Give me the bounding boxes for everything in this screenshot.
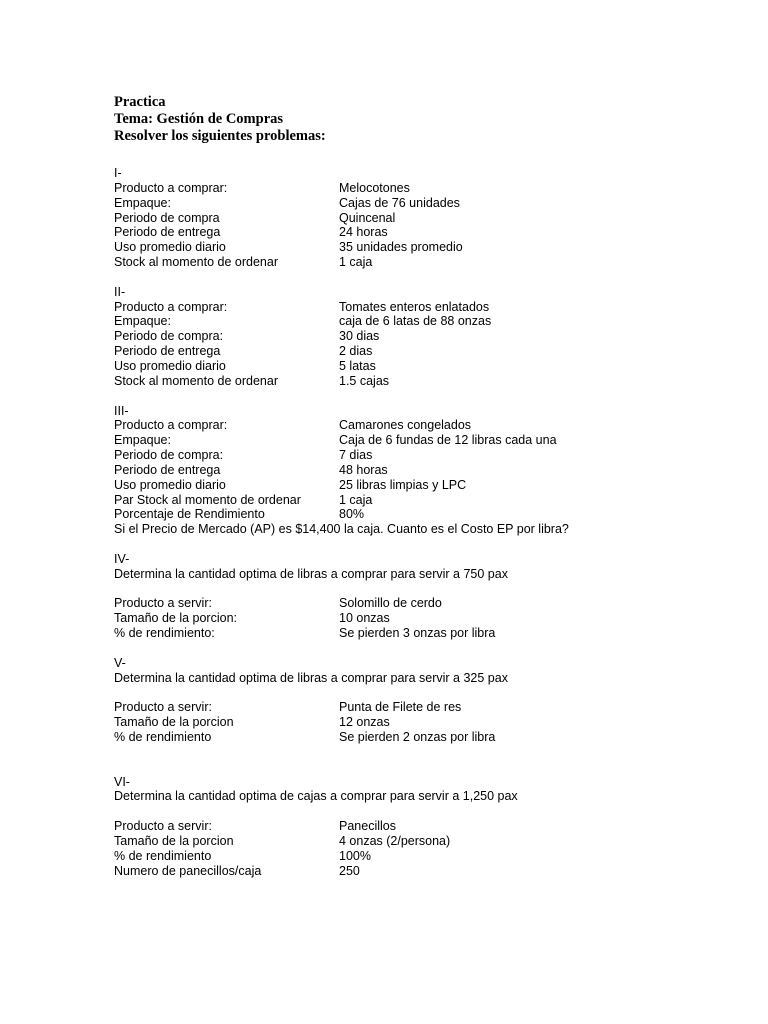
section-5-statement: Determina la cantidad optima de libras a comprar para servir a 325 pax — [114, 670, 508, 685]
section-5-heading: V- — [114, 655, 126, 670]
row-value: 48 horas — [339, 462, 388, 477]
row-label: % de rendimiento — [114, 730, 212, 745]
row-value: Panecillos — [339, 819, 396, 834]
spacer — [114, 804, 734, 819]
row-label: Stock al momento de ordenar — [114, 255, 278, 270]
section-3-row — [114, 478, 734, 493]
spacer — [114, 686, 734, 701]
section-6-heading: VI- — [114, 774, 130, 789]
row-label: Periodo de entrega — [114, 462, 221, 477]
section-1-row — [114, 225, 734, 240]
row-value: Punta de Filete de res — [339, 700, 462, 715]
section-6-row — [114, 819, 734, 834]
section-1-row — [114, 255, 734, 270]
section-2-row — [114, 329, 734, 344]
section-6-row — [114, 849, 734, 864]
section-1-heading: I- — [114, 166, 122, 180]
row-label: Uso promedio diario — [114, 358, 226, 373]
section-4-statement: Determina la cantidad optima de libras a comprar para servir a 750 pax — [114, 566, 508, 581]
row-value: 1 caja — [339, 492, 373, 507]
section-2-row — [114, 374, 734, 389]
row-value: 10 onzas — [339, 611, 390, 626]
section-2-row — [114, 314, 734, 329]
section-4-heading: IV- — [114, 551, 130, 566]
row-label: Empaque: — [114, 195, 171, 210]
section-5-row — [114, 715, 734, 730]
row-value: 24 horas — [339, 225, 388, 240]
section-3-row — [114, 418, 734, 433]
row-value: 1.5 cajas — [339, 373, 390, 388]
section-6-row — [114, 834, 734, 849]
section-2-row — [114, 344, 734, 359]
row-label: Periodo de compra — [114, 210, 220, 225]
section-3-question: Si el Precio de Mercado (AP) es $14,400 la caja. Cuanto es el Costo EP por libra? — [114, 522, 569, 537]
row-value: Melocotones — [339, 180, 410, 195]
row-value: 5 latas — [339, 358, 376, 373]
row-value: Cajas de 76 unidades — [339, 195, 460, 210]
section-4-row — [114, 626, 734, 641]
row-value: caja de 6 latas de 88 onzas — [339, 314, 492, 329]
section-4-row — [114, 596, 734, 611]
section-1-row — [114, 196, 734, 211]
section-5-row — [114, 700, 734, 715]
row-label: Empaque: — [114, 433, 171, 448]
spacer — [114, 641, 734, 656]
row-label: Producto a comprar: — [114, 180, 228, 195]
row-label: Producto a comprar: — [114, 299, 228, 314]
row-value: Quincenal — [339, 210, 396, 225]
section-2-row — [114, 300, 734, 315]
title-instructions: Resolver los siguientes problemas: — [114, 128, 326, 144]
section-1-row — [114, 240, 734, 255]
row-label: % de rendimiento: — [114, 626, 215, 641]
row-label: Tamaño de la porcion — [114, 715, 234, 730]
row-value: Camarones congelados — [339, 418, 472, 433]
spacer — [114, 537, 734, 552]
row-value: 7 dias — [339, 448, 373, 463]
row-label: Producto a servir: — [114, 819, 212, 834]
section-3-row — [114, 493, 734, 508]
spacer — [114, 270, 734, 285]
section-4-row — [114, 611, 734, 626]
row-value: 1 caja — [339, 255, 373, 270]
row-value: 2 dias — [339, 344, 373, 359]
row-value: Solomillo de cerdo — [339, 596, 442, 611]
section-3-row — [114, 448, 734, 463]
row-value: 100% — [339, 848, 371, 863]
row-label: Tamaño de la porcion — [114, 833, 234, 848]
section-6-row — [114, 864, 734, 879]
row-label: % de rendimiento — [114, 848, 212, 863]
section-2-row — [114, 359, 734, 374]
row-value: 35 unidades promedio — [339, 240, 463, 255]
row-value: 25 libras limpias y LPC — [339, 477, 467, 492]
section-3-row — [114, 433, 734, 448]
section-5-row — [114, 730, 734, 745]
row-label: Empaque: — [114, 314, 171, 329]
row-label: Tamaño de la porcion: — [114, 611, 237, 626]
row-label: Producto a servir: — [114, 596, 212, 611]
row-label: Numero de panecillos/caja — [114, 863, 262, 878]
row-label: Producto a servir: — [114, 700, 212, 715]
row-value: 4 onzas (2/persona) — [339, 833, 451, 848]
section-3-heading: III- — [114, 403, 129, 418]
row-label: Periodo de compra: — [114, 448, 224, 463]
spacer — [114, 582, 734, 597]
spacer — [114, 389, 734, 404]
row-label: Porcentaje de Rendimiento — [114, 507, 265, 522]
row-label: Producto a comprar: — [114, 418, 228, 433]
row-label: Periodo de entrega — [114, 225, 221, 240]
row-label: Periodo de entrega — [114, 344, 221, 359]
row-value: Caja de 6 fundas de 12 libras cada una — [339, 433, 557, 448]
section-1-row — [114, 181, 734, 196]
section-2-heading: II- — [114, 284, 126, 299]
row-label: Stock al momento de ordenar — [114, 373, 278, 388]
section-1-row — [114, 211, 734, 226]
row-value: Se pierden 3 onzas por libra — [339, 626, 496, 641]
row-value: 250 — [339, 863, 360, 878]
row-value: Tomates enteros enlatados — [339, 299, 490, 314]
document-header — [114, 94, 326, 145]
row-value: 80% — [339, 507, 365, 522]
title-practica: Practica — [114, 94, 166, 110]
row-label: Par Stock al momento de ordenar — [114, 492, 301, 507]
document-body — [114, 166, 734, 879]
section-6-statement: Determina la cantidad optima de cajas a comprar para servir a 1,250 pax — [114, 789, 518, 804]
row-label: Uso promedio diario — [114, 477, 226, 492]
section-3-row — [114, 463, 734, 478]
row-value: 30 dias — [339, 329, 380, 344]
row-value: 12 onzas — [339, 715, 390, 730]
row-label: Periodo de compra: — [114, 329, 224, 344]
row-label: Uso promedio diario — [114, 240, 226, 255]
spacer — [114, 745, 734, 775]
section-3-row — [114, 507, 734, 522]
row-value: Se pierden 2 onzas por libra — [339, 730, 496, 745]
title-tema: Tema: Gestión de Compras — [114, 111, 284, 127]
